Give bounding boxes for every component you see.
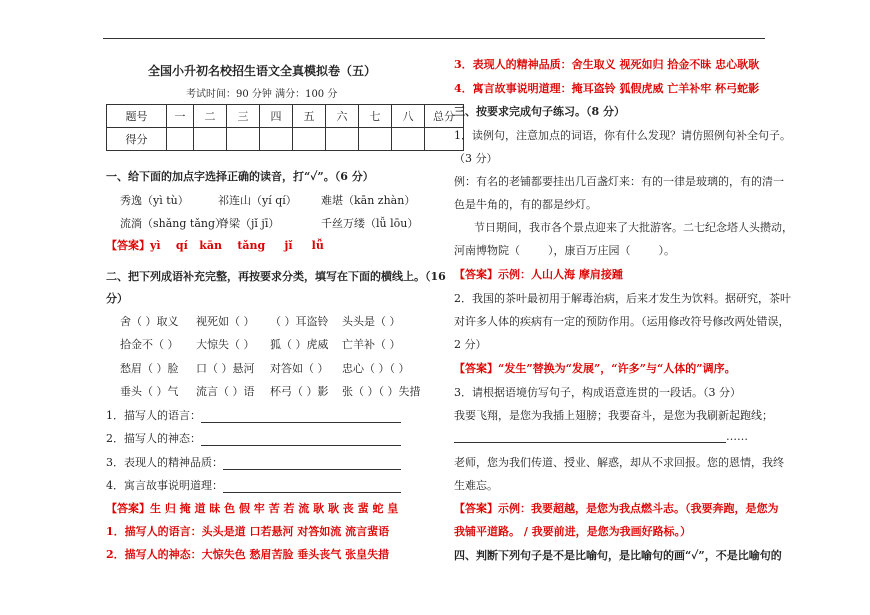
q3-3-prompt: 3．请根据语境仿写句子，构成语意连贯的一段话。（3 分） <box>454 386 741 399</box>
pinyin-item: 秀逸（yì tù） <box>120 194 189 207</box>
table-cell: 七 <box>359 105 392 128</box>
idiom-blank: 愁眉（ ）脸 <box>120 362 179 375</box>
q3-1-points: （3 分） <box>454 152 498 165</box>
q3-2-prompt-cont: 对许多人体的疾病有一定的预防作用。（运用修改符号修改两处错误， <box>454 315 790 328</box>
q3-1-prompt: 1．读例句，注意加点的词语，你有什么发现？请仿照例句补全句子。 <box>454 129 791 142</box>
q3-3-answer <box>454 500 779 516</box>
fill-label: 3．表现人的精神品质： <box>106 456 223 469</box>
answer-blank[interactable] <box>454 442 726 443</box>
table-row <box>107 105 464 128</box>
q3-3-passage: 我要飞翔，是您为我插上翅膀；我要奋斗，是您为我刷新起跑线； <box>454 409 773 422</box>
q3-1-example-cont: 色是牛角的，有的都是纱灯。 <box>454 198 597 211</box>
q2-answer-language: 1．描写人的语言：头头是道 口若悬河 对答如流 流言蜚语 <box>106 525 390 538</box>
pinyin-item: 祁连山（yí qí） <box>218 194 297 207</box>
answer-blank[interactable] <box>201 445 401 446</box>
table-cell: 二 <box>194 105 227 128</box>
idiom-blank: 亡羊补（ ） <box>342 338 401 351</box>
fill-line-fable <box>106 477 401 493</box>
answer-text: “发生”替换为“发展”，“许多”与“人体的”调序。 <box>498 362 736 375</box>
q2-answer-spirit: 3．表现人的精神品质：舍生取义 视死如归 拾金不昧 忠心耿耿 <box>454 58 760 71</box>
page-title: 全国小升初名校招生语文全真模拟卷（五） <box>148 64 377 78</box>
q3-2-answer <box>454 360 736 376</box>
idiom-blank: 狐（ ）虎威 <box>270 338 329 351</box>
answer-tag: 【答案】 <box>454 268 498 281</box>
fill-line-language <box>106 407 401 423</box>
table-cell: 八 <box>392 105 425 128</box>
idiom-blank: 拾金不（ ） <box>120 338 179 351</box>
answer-text: 生 归 掩 道 昧 色 假 牢 苦 若 流 耿 耿 丧 蜚 蛇 皇 <box>150 502 399 515</box>
idiom-blank: 大惊失（ ） <box>196 338 255 351</box>
table-cell: 三 <box>227 105 260 128</box>
score-cell[interactable] <box>392 128 425 151</box>
q3-3-answer-cont: 我铺平道路。 / 我要前进，是您为我画好路标。） <box>454 525 692 538</box>
answer-text: 示例：人山人海 摩肩接踵 <box>498 268 623 281</box>
answer-text: 示例：我要超越，是您为我点燃斗志。（我要奔跑，是您为 <box>498 502 779 515</box>
table-cell: 得分 <box>107 128 167 151</box>
q3-1-passage: 节日期间，我市各个景点迎来了大批游客。二七纪念塔人头攒动， <box>474 221 793 234</box>
score-cell[interactable] <box>326 128 359 151</box>
answer-tag: 【答案】 <box>454 362 498 375</box>
table-cell: 五 <box>293 105 326 128</box>
top-rule <box>103 38 765 39</box>
q3-heading: 三、按要求完成句子练习。（8 分） <box>454 105 625 118</box>
fill-line-expression <box>106 430 401 446</box>
pinyin-item: 脊梁（jǐ jī） <box>218 217 280 230</box>
ellipsis: …… <box>726 430 748 443</box>
fill-label: 2．描写人的神态： <box>106 432 201 445</box>
answer-tag: 【答案】 <box>106 502 150 515</box>
score-cell[interactable] <box>227 128 260 151</box>
table-cell: 一 <box>167 105 194 128</box>
answer-tag: 【答案】 <box>454 502 498 515</box>
q1-heading: 一、给下面的加点字选择正确的读音，打“✓”。（6 分） <box>106 170 374 183</box>
pinyin-item: 难堪（kān zhàn） <box>321 194 416 207</box>
answer-blank[interactable] <box>223 492 401 493</box>
q2-heading-cont: 分） <box>106 292 128 305</box>
table-row <box>107 128 464 151</box>
answer-blank[interactable] <box>223 469 401 470</box>
q3-3-passage-end-cont: 生难忘。 <box>454 479 498 492</box>
fill-line-spirit <box>106 454 401 470</box>
exam-info: 考试时间：90 分钟 满分：100 分 <box>186 89 338 100</box>
score-cell[interactable] <box>260 128 293 151</box>
idiom-blank: 张（ ）（ ）失措 <box>342 385 421 398</box>
idiom-blank: 头头是（ ） <box>342 315 401 328</box>
pinyin-item: 千丝万缕（lǚ lōu） <box>321 217 419 230</box>
fill-label: 1．描写人的语言： <box>106 409 201 422</box>
q2-answer-fable: 4．寓言故事说明道理：掩耳盗铃 狐假虎威 亡羊补牢 杯弓蛇影 <box>454 82 760 95</box>
idiom-blank: 口（ ）悬河 <box>196 362 255 375</box>
q2-heading: 二、把下列成语补充完整，再按要求分类，填写在下面的横线上。（16 <box>106 270 446 283</box>
q3-3-fill <box>454 430 748 443</box>
q3-1-passage-cont: 河南博物院（ ），康百万庄园（ ）。 <box>454 244 675 257</box>
q4-heading: 四、判断下列句子是不是比喻句，是比喻句的画“✓”，不是比喻句的 <box>454 549 782 562</box>
score-cell[interactable] <box>194 128 227 151</box>
table-cell: 题号 <box>107 105 167 128</box>
score-cell[interactable] <box>359 128 392 151</box>
idiom-blank: 忠心（ ）（ ） <box>342 362 410 375</box>
q3-1-answer <box>454 266 623 282</box>
answer-blank[interactable] <box>201 422 401 423</box>
table-cell: 总分 <box>425 105 464 128</box>
idiom-blank: 视死如（ ） <box>196 315 255 328</box>
idiom-blank: 垂头（ ）气 <box>120 385 179 398</box>
idiom-blank: 杯弓（ ）影 <box>270 385 329 398</box>
idiom-blank: 流言（ ）语 <box>196 385 255 398</box>
q3-2-prompt: 2．我国的茶叶最初用于解毒治病，后来才发生为饮料。据研究，茶叶 <box>454 292 791 305</box>
fill-label: 4．寓言故事说明道理： <box>106 479 223 492</box>
answer-text: yì qí kān tǎng jǐ lǚ <box>150 239 324 252</box>
q2-answer <box>106 500 398 516</box>
score-cell[interactable] <box>293 128 326 151</box>
q1-answer <box>106 237 324 253</box>
answer-tag: 【答案】 <box>106 239 150 252</box>
idiom-blank: 对答如（ ） <box>270 362 329 375</box>
q3-3-passage-end: 老师，您为我们传道、授业、解惑，却从不求回报。您的恩情，我终 <box>454 456 784 469</box>
idiom-blank: 舍（ ）取义 <box>120 315 179 328</box>
table-cell: 六 <box>326 105 359 128</box>
idiom-blank: （ ）耳盗铃 <box>270 315 329 328</box>
pinyin-item: 流淌（shǎng tǎng） <box>120 217 227 230</box>
q3-1-example: 例：有名的老铺都要挂出几百盏灯来：有的一律是玻璃的，有的清一 <box>454 175 784 188</box>
table-cell: 四 <box>260 105 293 128</box>
score-table <box>106 104 464 151</box>
score-cell[interactable] <box>167 128 194 151</box>
q3-2-points: 2 分） <box>454 338 487 351</box>
q2-answer-expression: 2．描写人的神态：大惊失色 愁眉苦脸 垂头丧气 张皇失措 <box>106 548 390 561</box>
